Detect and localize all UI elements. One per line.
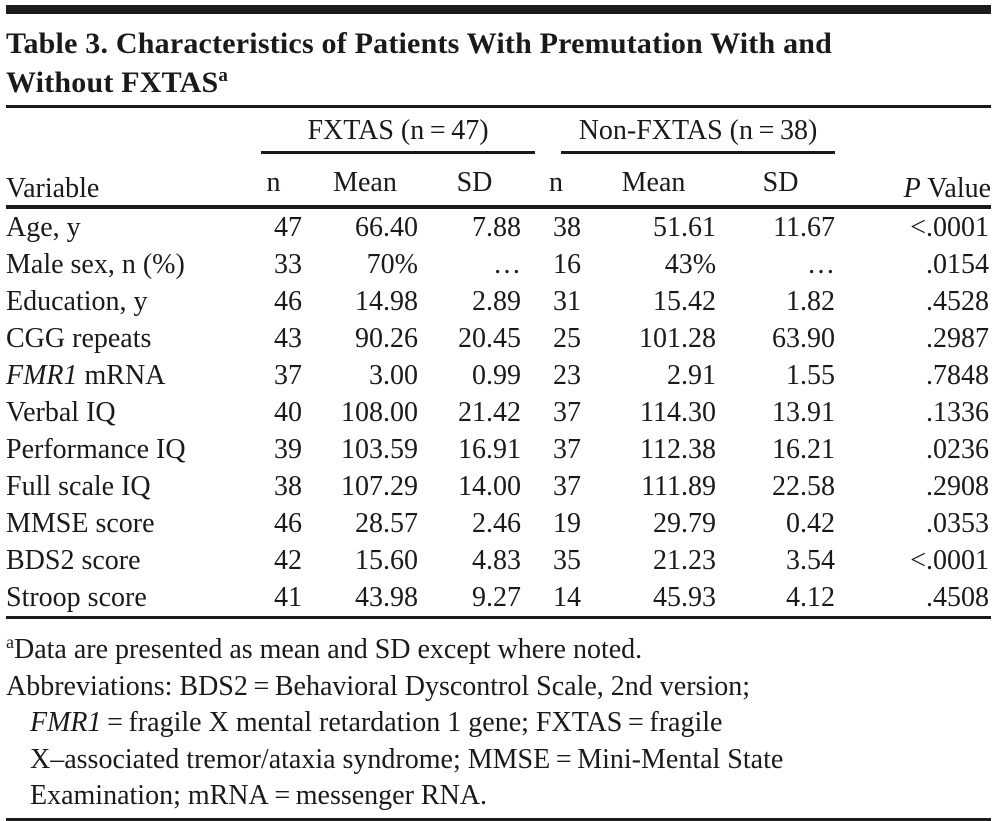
cell-p-value: <.0001 [910,211,990,243]
cell-sd-fxtas: 0.99 [472,359,522,391]
cell-n-fxtas: 37 [274,359,302,391]
row-variable: Age, y [6,211,81,243]
abbreviations-line-2-rest: = fragile X mental retardation 1 gene; FXTAS = fragile [101,707,723,738]
cell-sd-fxtas: 20.45 [458,322,522,354]
cell-n-fxtas: 46 [274,285,302,317]
group-header-non-fxtas-label: Non-FXTAS (n = 38) [561,115,835,154]
cell-mean-nonfxtas: 111.89 [641,470,717,502]
cell-mean-nonfxtas: 114.30 [640,396,717,428]
group-header-fxtas [240,108,526,154]
cell-p-value: <.0001 [910,544,990,576]
cell-sd-fxtas: … [493,248,522,280]
row-variable: Full scale IQ [6,470,151,502]
cell-n-fxtas: 46 [274,507,302,539]
cell-mean-fxtas: 108.00 [341,396,418,428]
cell-sd-fxtas: 21.42 [458,396,522,428]
cell-sd-fxtas: 2.46 [472,507,522,539]
cell-mean-nonfxtas: 51.61 [653,211,717,243]
cell-mean-fxtas: 90.26 [355,322,418,354]
row-variable: FMR1 mRNA [6,359,166,391]
cell-n-nonfxtas: 37 [553,470,582,502]
column-header-mean-fxtas: Mean [333,167,397,198]
cell-sd-nonfxtas: 16.21 [772,433,836,465]
table-row [6,431,991,468]
cell-sd-fxtas: 7.88 [472,211,522,243]
cell-p-value: .4508 [926,581,990,613]
table-body [6,207,991,618]
cell-mean-fxtas: 28.57 [355,507,418,539]
footnote-a [6,632,991,669]
cell-p-value: .4528 [926,285,990,317]
cell-mean-nonfxtas: 29.79 [653,507,717,539]
table-title-line1: Table 3. Characteristics of Patients With Premutation With and [6,27,833,60]
table-title-line2: Without FXTAS [6,66,219,99]
cell-mean-nonfxtas: 21.23 [653,544,717,576]
table-title [6,24,991,102]
row-variable: Education, y [6,285,148,317]
cell-n-nonfxtas: 14 [553,581,582,613]
column-header-sd-fxtas: SD [456,167,493,198]
cell-p-value: .0154 [926,248,990,280]
table-row [6,468,991,505]
row-variable: Performance IQ [6,433,186,465]
cell-n-fxtas: 33 [274,248,302,280]
row-variable: MMSE score [6,507,155,539]
abbreviations-line-3: X–associated tremor/ataxia syndrome; MMSE = Mini-Mental State [30,743,784,775]
cell-mean-fxtas: 43.98 [355,581,418,613]
group-header-non-fxtas [526,108,840,154]
cell-p-value: .2908 [926,470,990,502]
cell-n-fxtas: 38 [274,470,302,502]
p-value-rest: Value [920,173,992,204]
row-variable: Male sex, n (%) [6,248,185,280]
table-row [6,246,991,283]
cell-n-fxtas: 39 [274,433,302,465]
cell-sd-nonfxtas: 4.12 [786,581,836,613]
cell-mean-fxtas: 66.40 [355,211,418,243]
table-row [6,320,991,357]
column-header-n-fxtas: n [266,167,281,198]
title-footnote-marker: a [218,65,229,86]
row-variable: BDS2 score [6,544,141,576]
group-header-row [6,108,991,154]
cell-sd-nonfxtas: 3.54 [786,544,836,576]
column-header-variable: Variable [6,173,100,204]
top-rule [6,5,991,14]
fmr1-italic: FMR1 [30,707,102,738]
cell-p-value: .0353 [926,507,990,539]
abbreviations-line-2 [6,705,991,742]
cell-n-nonfxtas: 31 [553,285,582,317]
cell-mean-nonfxtas: 2.91 [667,359,717,391]
cell-mean-nonfxtas: 15.42 [653,285,717,317]
cell-n-nonfxtas: 25 [553,322,582,354]
cell-sd-nonfxtas: 1.55 [786,359,836,391]
cell-sd-nonfxtas: 0.42 [786,507,836,539]
table-row [6,505,991,542]
cell-p-value: .7848 [926,359,990,391]
cell-mean-fxtas: 70% [366,248,418,280]
cell-sd-fxtas: 16.91 [458,433,522,465]
cell-p-value: .0236 [926,433,990,465]
footnote-a-marker: a [6,632,14,652]
table-footnotes [6,632,991,815]
cell-sd-nonfxtas: 1.82 [786,285,836,317]
column-header-p-value [840,108,991,207]
cell-mean-fxtas: 3.00 [369,359,418,391]
cell-n-nonfxtas: 16 [553,248,582,280]
group-header-fxtas-label: FXTAS (n = 47) [261,115,535,154]
cell-n-fxtas: 43 [274,322,302,354]
table-row [6,283,991,320]
cell-sd-fxtas: 9.27 [472,581,522,613]
cell-n-fxtas: 41 [274,581,302,613]
row-variable: CGG repeats [6,322,152,354]
cell-sd-fxtas: 4.83 [472,544,522,576]
cell-sd-nonfxtas: 11.67 [773,211,836,243]
abbreviations-line-4: Examination; mRNA = messenger RNA. [30,780,488,811]
cell-n-nonfxtas: 35 [553,544,582,576]
cell-sd-fxtas: 14.00 [458,470,522,502]
cell-n-fxtas: 42 [274,544,302,576]
cell-mean-nonfxtas: 101.28 [639,322,717,354]
cell-sd-nonfxtas: 13.91 [772,396,836,428]
cell-mean-fxtas: 107.29 [341,470,418,502]
row-variable: Verbal IQ [6,396,116,428]
patient-characteristics-table [6,108,991,619]
row-variable: Stroop score [6,581,147,613]
cell-mean-fxtas: 15.60 [355,544,418,576]
cell-mean-nonfxtas: 45.93 [653,581,717,613]
cell-mean-nonfxtas: 112.38 [640,433,717,465]
cell-sd-nonfxtas: 63.90 [772,322,836,354]
cell-n-nonfxtas: 23 [553,359,582,391]
footnote-a-text: Data are presented as mean and SD except where noted. [14,634,643,665]
cell-sd-nonfxtas: … [807,248,836,280]
table-row [6,394,991,431]
p-value-italic-p: P [903,173,921,204]
column-header-mean-nonfxtas: Mean [621,167,686,198]
cell-sd-fxtas: 2.89 [472,285,522,317]
cell-sd-nonfxtas: 22.58 [772,470,836,502]
table-row [6,579,991,618]
table-row [6,207,991,246]
abbreviations-line-1: Abbreviations: BDS2 = Behavioral Dyscontrol Scale, 2nd version; [6,670,750,702]
bottom-rule [6,818,991,821]
cell-n-nonfxtas: 37 [553,396,582,428]
cell-n-nonfxtas: 37 [553,433,582,465]
cell-p-value: .1336 [926,396,990,428]
cell-p-value: .2987 [926,322,990,354]
cell-n-nonfxtas: 19 [553,507,582,539]
cell-mean-nonfxtas: 43% [664,248,717,280]
cell-n-fxtas: 47 [274,211,302,243]
column-header-sd-nonfxtas: SD [762,167,799,198]
cell-n-fxtas: 40 [274,396,302,428]
cell-mean-fxtas: 14.98 [355,285,418,317]
cell-mean-fxtas: 103.59 [341,433,418,465]
table-row [6,357,991,394]
column-header-n-nonfxtas: n [549,167,564,198]
cell-n-nonfxtas: 38 [553,211,582,243]
table-row [6,542,991,579]
